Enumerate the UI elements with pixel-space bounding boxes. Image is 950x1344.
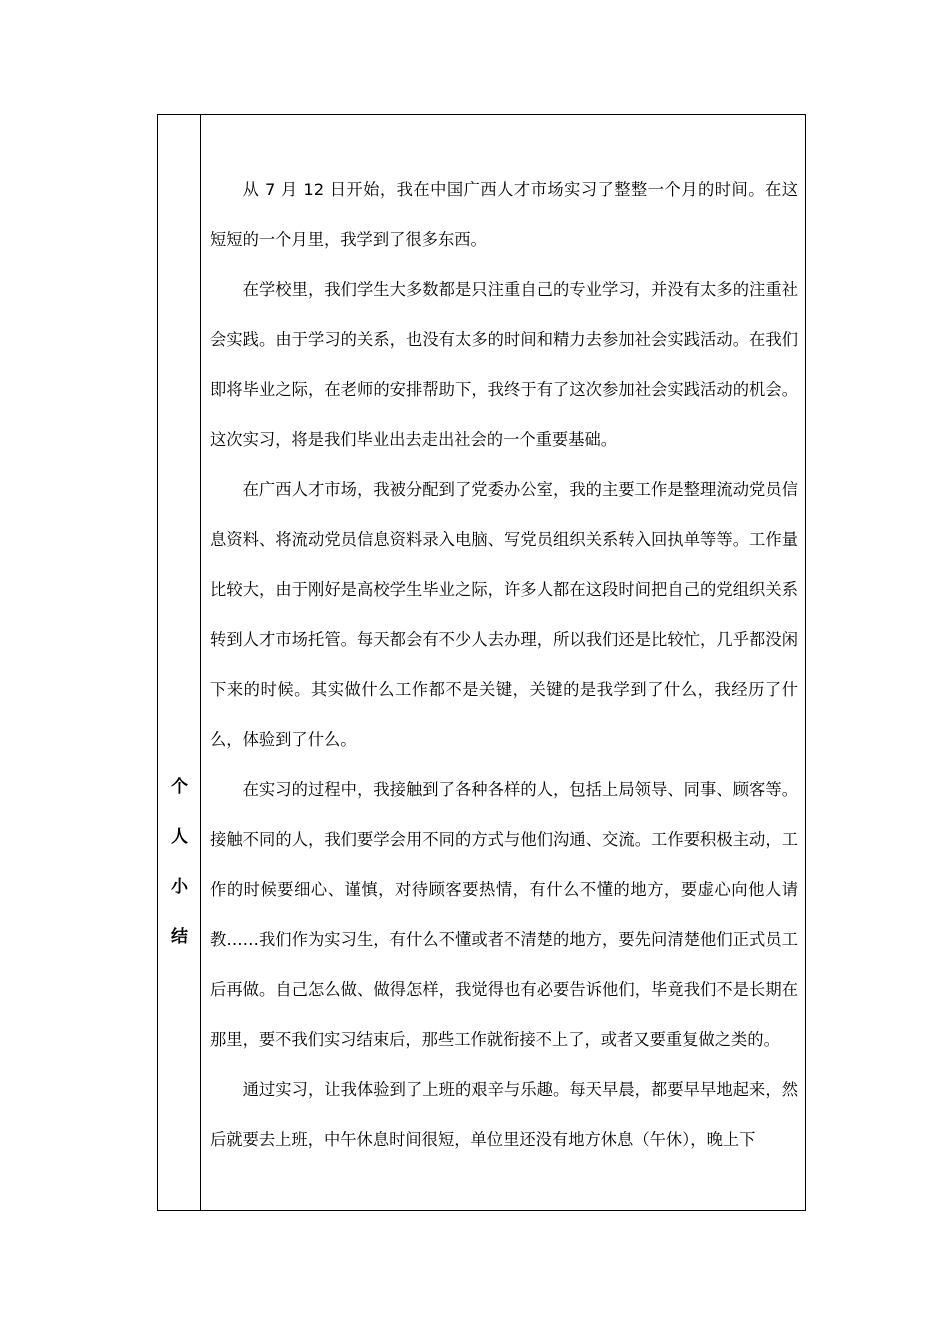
section-label-char: 结 [171,927,188,947]
summary-content-cell [201,115,805,1210]
paragraph: 通过实习，让我体验到了上班的艰辛与乐趣。每天早晨，都要早早地起来，然后就要去上班，中午休息时间很短，单位里还没有地方休息（午休），晚上下 [210,1080,798,1149]
paragraph: 在广西人才市场，我被分配到了党委办公室，我的主要工作是整理流动党员信息资料、将流动党员信息资料录入电脑、写党员组织关系转入回执单等等。工作量比较大，由于刚好是高校学生毕业之际，许多人都在这段时间把自己的党组织关系转到人才市场托管。每天都会有不少人去办理，所以我们还是比较忙，几乎都没闲下来的时候。其实做什么工作都不是关键，关键的是我学到了什么，我经历了什么，体验到了什么。 [210,480,798,749]
summary-text [210,165,798,1165]
section-label-cell [158,115,201,1210]
paragraph: 从 7 月 12 日开始，我在中国广西人才市场实习了整整一个月的时间。在这短短的一个月里，我学到了很多东西。 [210,180,798,249]
section-label-char: 小 [171,877,188,897]
section-label-char: 人 [171,827,188,847]
section-label-char: 个 [171,777,188,797]
summary-table [157,114,806,1211]
paragraph: 在学校里，我们学生大多数都是只注重自己的专业学习，并没有太多的注重社会实践。由于学习的关系，也没有太多的时间和精力去参加社会实践活动。在我们即将毕业之际，在老师的安排帮助下，我终于有了这次参加社会实践活动的机会。这次实习，将是我们毕业出去走出社会的一个重要基础。 [210,280,798,449]
section-label [158,762,201,962]
paragraph: 在实习的过程中，我接触到了各种各样的人，包括上局领导、同事、顾客等。接触不同的人，我们要学会用不同的方式与他们沟通、交流。工作要积极主动，工作的时候要细心、谨慎，对待顾客要热情，有什么不懂的地方，要虚心向他人请教……我们作为实习生，有什么不懂或者不清楚的地方，要先问清楚他们正式员工后再做。自己怎么做、做得怎样，我觉得也有必要告诉他们，毕竟我们不是长期在那里，要不我们实习结束后，那些工作就衔接不上了，或者又要重复做之类的。 [210,780,798,1049]
